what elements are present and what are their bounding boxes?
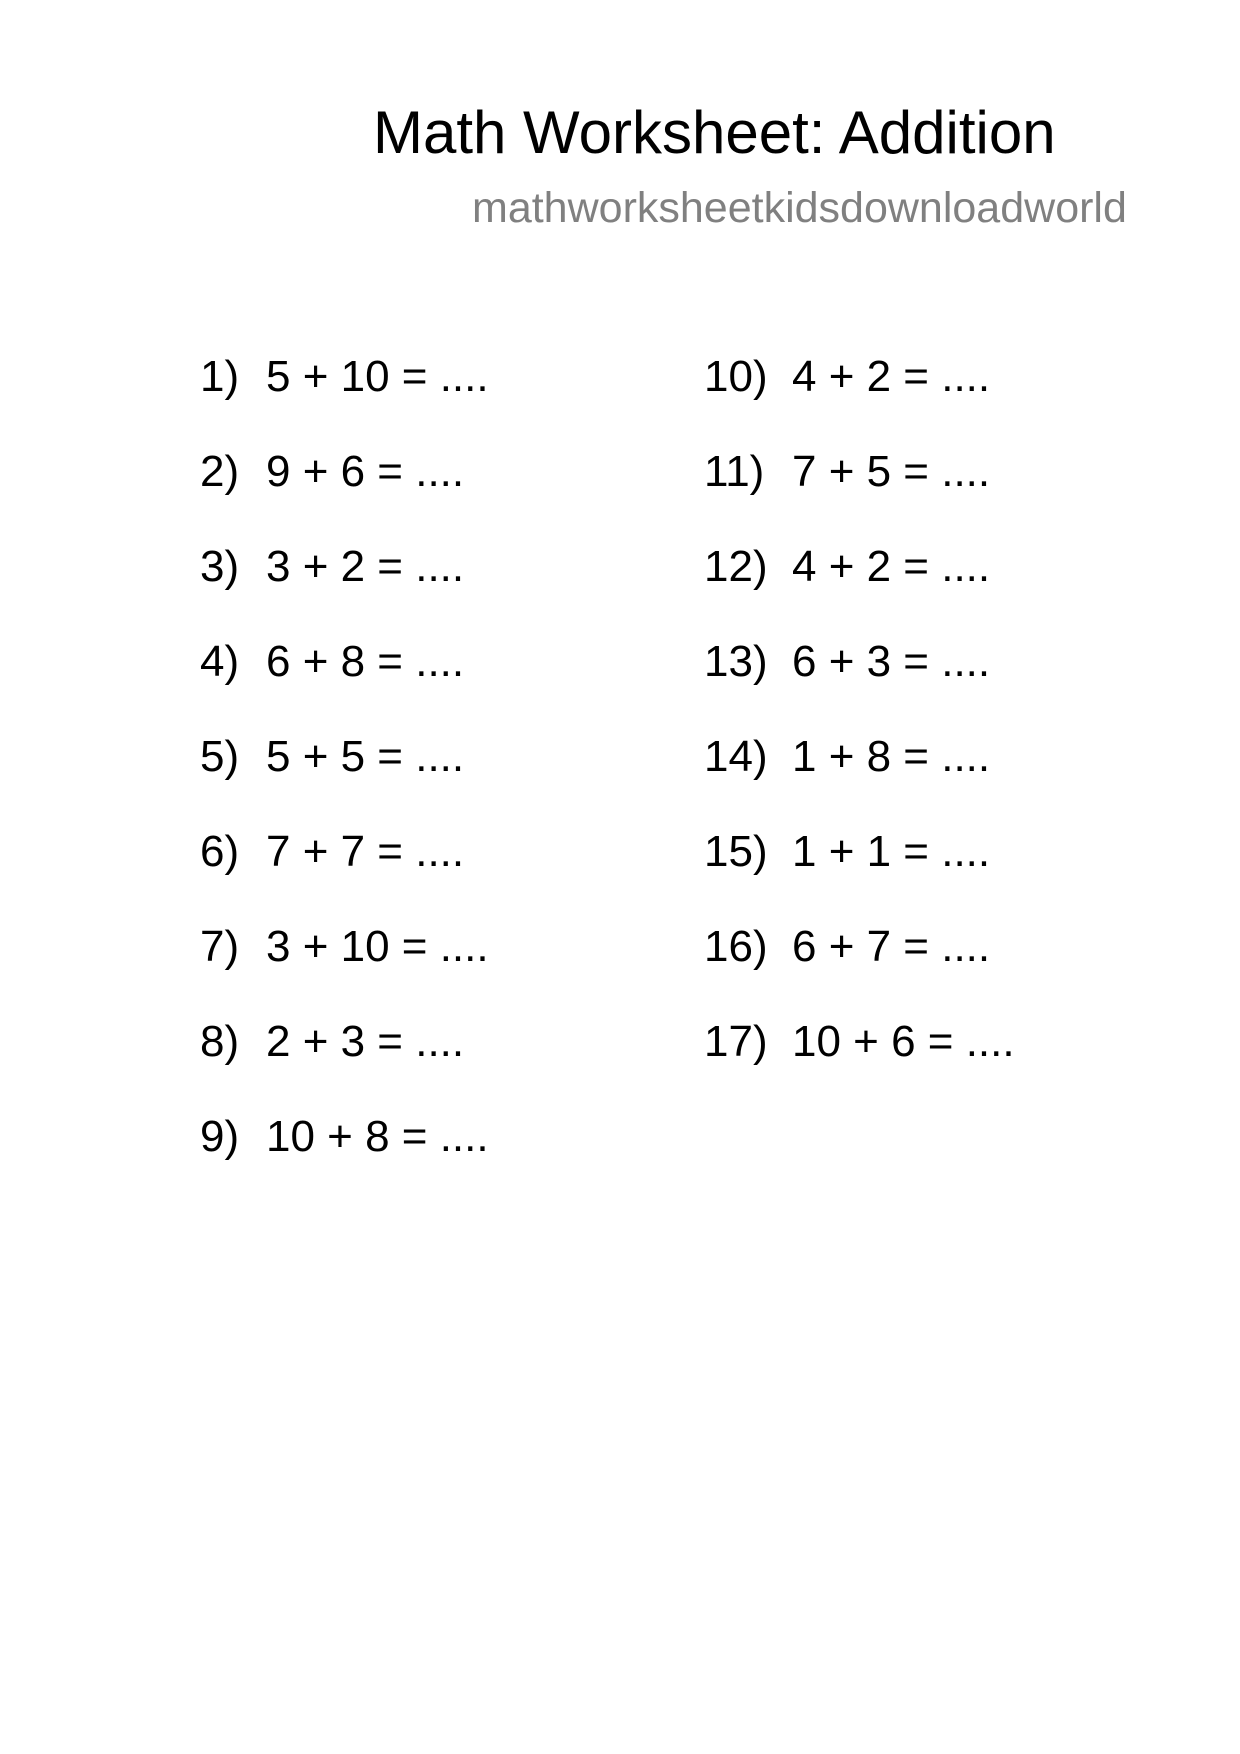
problem-expression: 1 + 1 = .... <box>792 827 991 876</box>
problem-number: 9) <box>200 1112 240 1161</box>
problem-number: 8) <box>200 1017 240 1066</box>
problem-expression: 1 + 8 = .... <box>792 732 991 781</box>
problem-item <box>704 822 1015 917</box>
problem-expression: 7 + 7 = .... <box>266 827 465 876</box>
problem-item <box>200 347 489 442</box>
problem-number: 12) <box>704 542 768 591</box>
problem-number: 16) <box>704 922 768 971</box>
problem-item <box>200 822 489 917</box>
problem-expression: 9 + 6 = .... <box>266 447 465 496</box>
problem-expression: 6 + 3 = .... <box>792 637 991 686</box>
problem-item <box>200 1012 489 1107</box>
problem-number: 7) <box>200 922 240 971</box>
problem-number: 13) <box>704 637 768 686</box>
problem-number: 6) <box>200 827 240 876</box>
problem-number: 3) <box>200 542 240 591</box>
problem-item <box>200 1107 489 1202</box>
problem-expression: 4 + 2 = .... <box>792 542 991 591</box>
problem-expression: 5 + 5 = .... <box>266 732 465 781</box>
problem-item <box>704 347 1015 442</box>
problem-number: 17) <box>704 1017 768 1066</box>
problem-number: 10) <box>704 352 768 401</box>
problem-item <box>704 727 1015 822</box>
problem-expression: 7 + 5 = .... <box>792 447 991 496</box>
problem-expression: 2 + 3 = .... <box>266 1017 465 1066</box>
page-title: Math Worksheet: Addition <box>373 99 1056 166</box>
problem-expression: 4 + 2 = .... <box>792 352 991 401</box>
problem-item <box>704 1012 1015 1107</box>
problem-expression: 6 + 7 = .... <box>792 922 991 971</box>
problem-item <box>200 917 489 1012</box>
problem-expression: 10 + 8 = .... <box>266 1112 489 1161</box>
problem-item <box>200 727 489 822</box>
problem-item <box>704 537 1015 632</box>
problem-column-right <box>704 347 1015 1107</box>
problem-column-left <box>200 347 489 1202</box>
problem-number: 2) <box>200 447 240 496</box>
problem-number: 4) <box>200 637 240 686</box>
problem-item <box>200 632 489 727</box>
problem-expression: 3 + 10 = .... <box>266 922 489 971</box>
problem-expression: 5 + 10 = .... <box>266 352 489 401</box>
problem-item <box>704 632 1015 727</box>
problem-number: 11) <box>704 447 765 496</box>
problem-expression: 10 + 6 = .... <box>792 1017 1015 1066</box>
problem-number: 14) <box>704 732 768 781</box>
problem-item <box>200 442 489 537</box>
problem-number: 1) <box>200 352 240 401</box>
problem-expression: 6 + 8 = .... <box>266 637 465 686</box>
page-subtitle: mathworksheetkidsdownloadworld <box>472 184 1127 232</box>
problem-number: 5) <box>200 732 240 781</box>
problem-item <box>704 917 1015 1012</box>
problem-number: 15) <box>704 827 768 876</box>
problem-item <box>704 442 1015 537</box>
problem-expression: 3 + 2 = .... <box>266 542 465 591</box>
problem-item <box>200 537 489 632</box>
